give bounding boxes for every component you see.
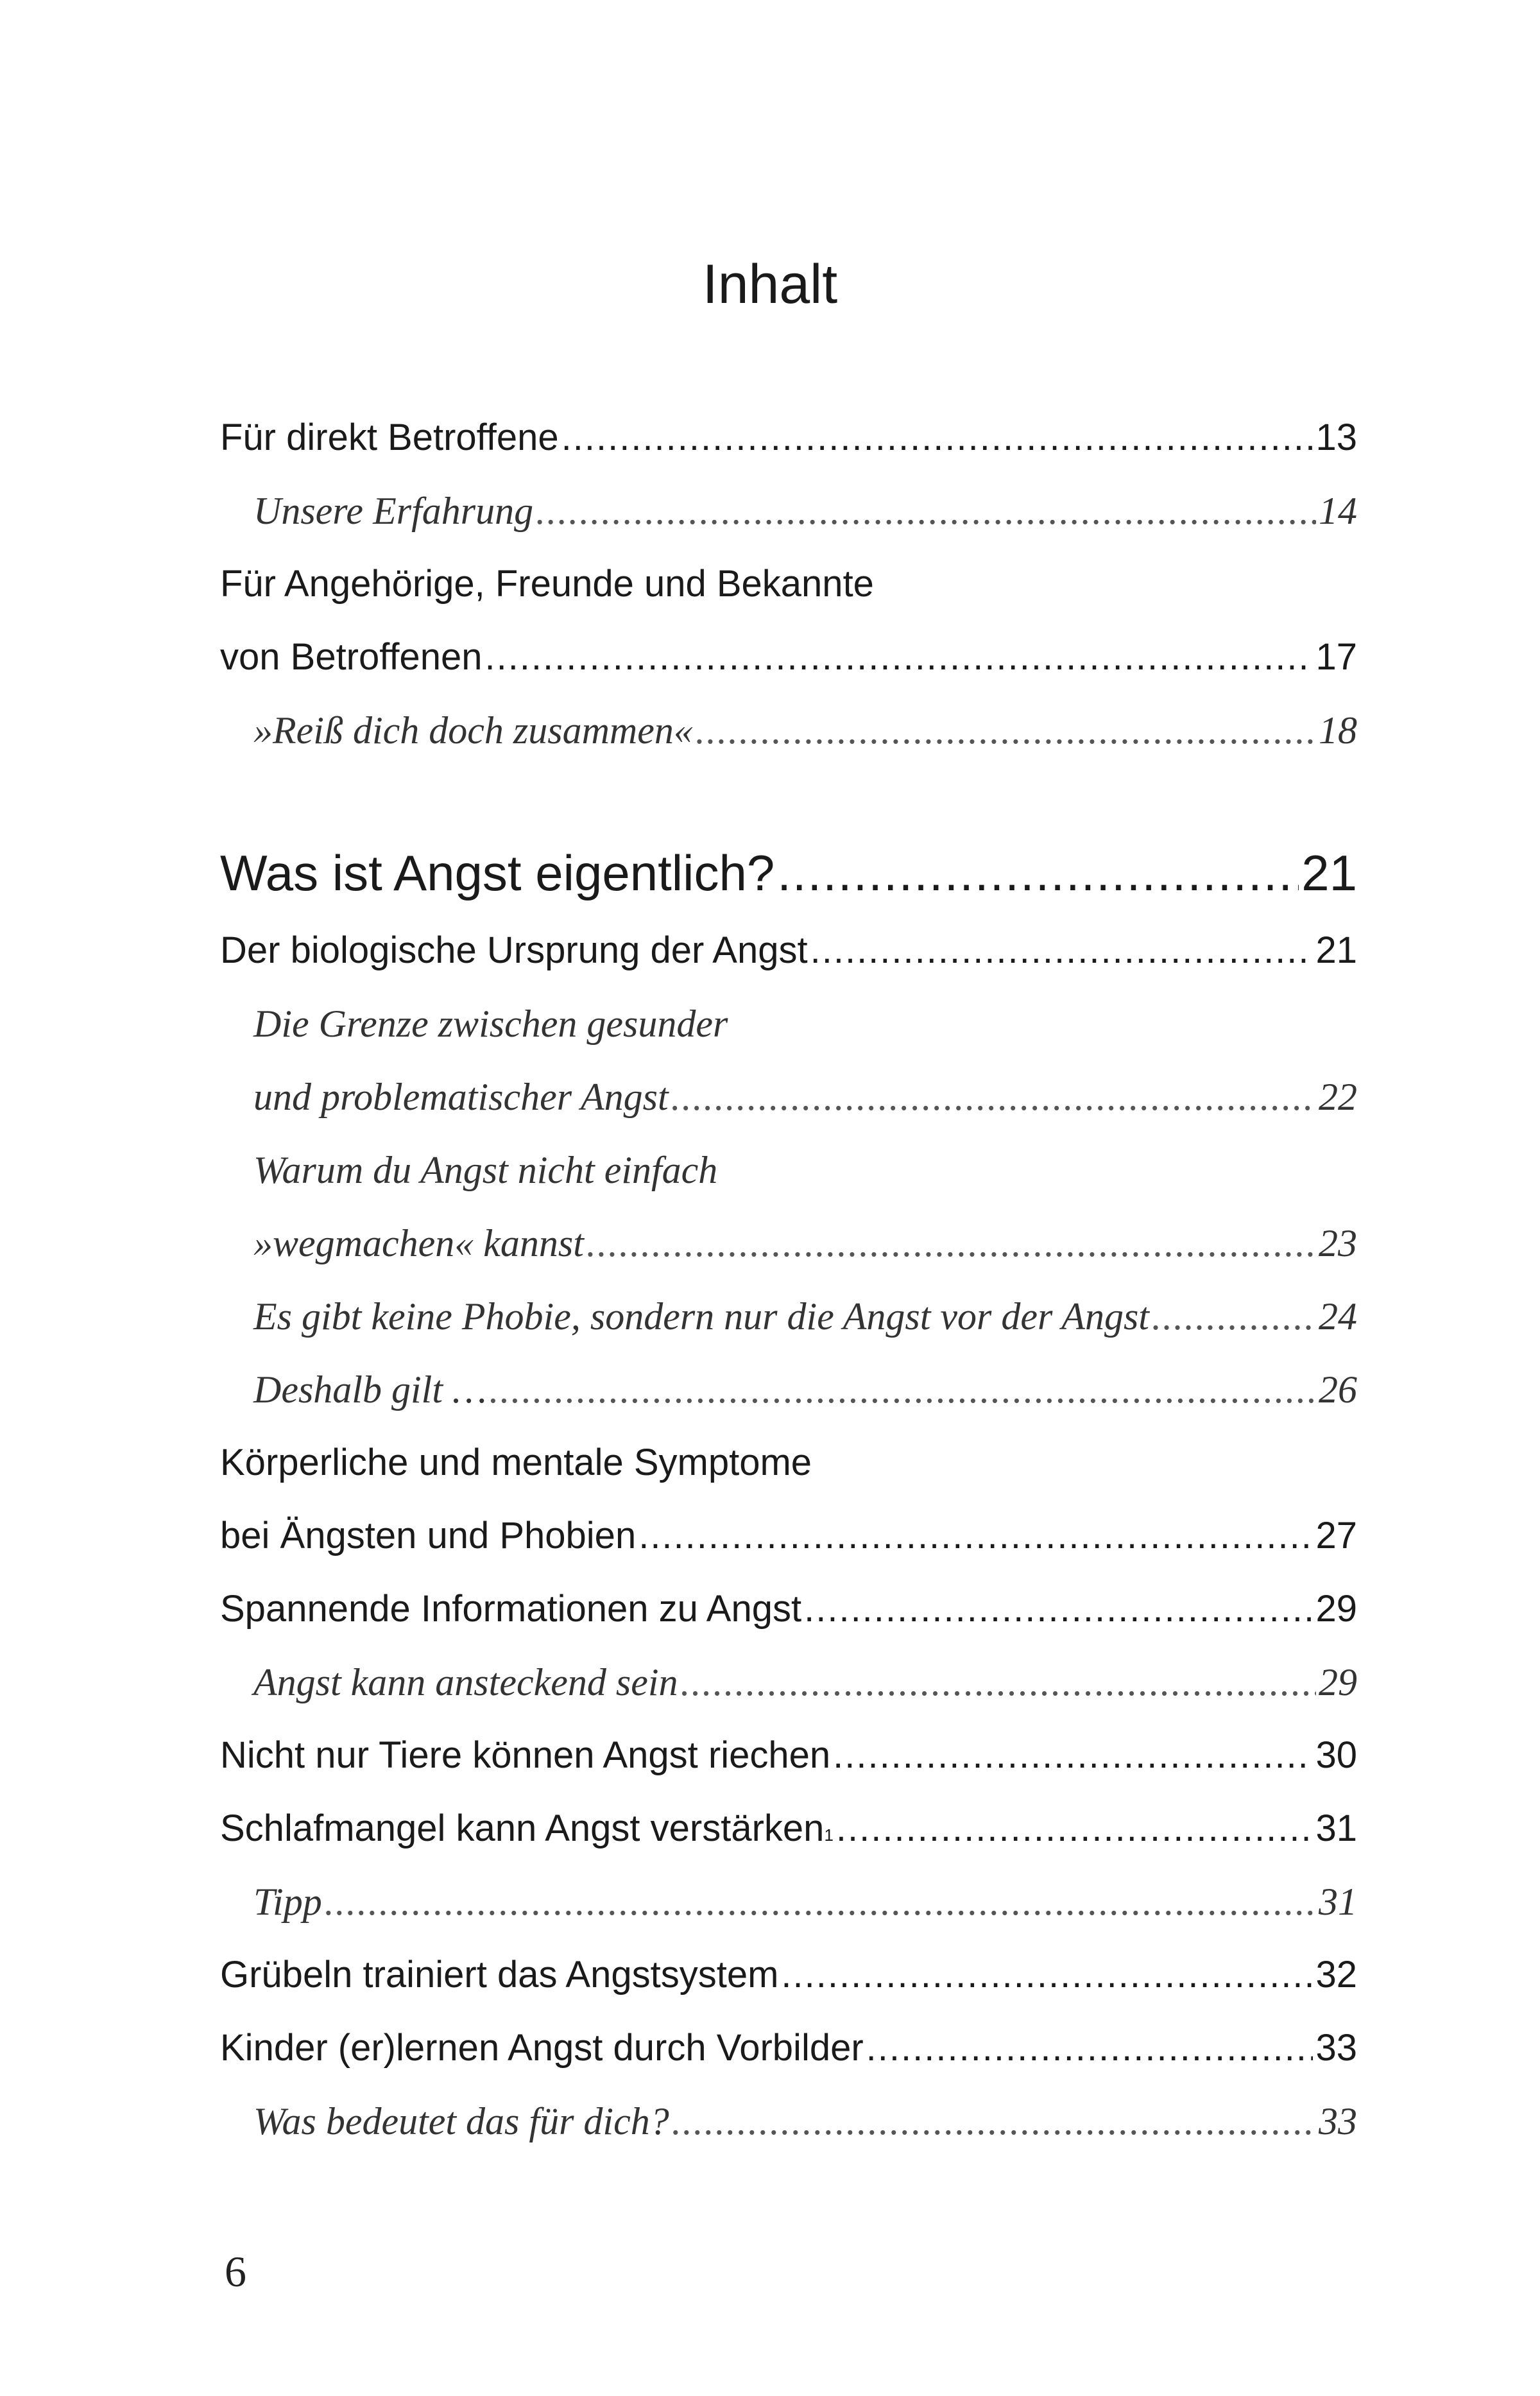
toc-entry-page: 21 [1315, 929, 1357, 971]
toc-entry-title: Grübeln trainiert das Angstsystem [220, 1954, 779, 1995]
dot-leader [489, 1368, 1316, 1412]
toc-entry[interactable] [220, 1587, 1357, 1630]
toc-entry[interactable] [220, 1514, 1357, 1557]
toc-subentry[interactable] [253, 1075, 1357, 1119]
dot-leader [536, 489, 1316, 533]
toc-entry-title: Was bedeutet das für dich? [253, 2100, 669, 2142]
toc-entry-title: Die Grenze zwischen gesunder [253, 1003, 728, 1045]
toc-entry-page: 18 [1319, 709, 1357, 752]
toc-subentry[interactable] [253, 1002, 1357, 1046]
toc-entry[interactable] [220, 929, 1357, 972]
toc-entry-page: 32 [1315, 1954, 1357, 1995]
dot-leader [866, 2026, 1313, 2069]
toc-entry[interactable] [220, 1441, 1357, 1484]
toc-subentry[interactable] [253, 709, 1357, 753]
toc-entry[interactable] [220, 2026, 1357, 2069]
toc-entry-page: 27 [1315, 1515, 1357, 1556]
toc-entry-page: 26 [1319, 1368, 1357, 1411]
toc-entry-page: 17 [1315, 636, 1357, 678]
toc-entry-title: Unsere Erfahrung [253, 490, 534, 532]
dot-leader [586, 1221, 1316, 1266]
toc-entry-title: Für Angehörige, Freunde und Bekannte [220, 563, 874, 605]
toc-entry-title: und problematischer Angst [253, 1076, 669, 1118]
toc-entry-page: 33 [1319, 2100, 1357, 2142]
page-number: 6 [225, 2247, 246, 2296]
dot-leader [810, 929, 1313, 972]
dot-leader [325, 1880, 1316, 1924]
toc-entry-title: Spannende Informationen zu Angst [220, 1588, 802, 1630]
dot-leader [836, 1807, 1313, 1850]
toc-entry-page: 33 [1315, 2027, 1357, 2069]
toc-entry-title: Der biologische Ursprung der Angst [220, 929, 808, 971]
toc-entry-title: Warum du Angst nicht einfach [253, 1149, 718, 1191]
dot-leader [777, 844, 1299, 902]
toc-entry[interactable] [220, 1734, 1357, 1777]
toc-entry[interactable] [220, 635, 1357, 678]
toc-subentry[interactable] [253, 1368, 1357, 1412]
toc-entry[interactable] [220, 416, 1357, 459]
toc-entry-page: 29 [1319, 1661, 1357, 1703]
toc-entry-title: Für direkt Betroffene [220, 417, 559, 458]
toc-entry[interactable] [220, 1807, 1357, 1850]
dot-leader [484, 635, 1313, 678]
toc-entry-title: Deshalb gilt … [253, 1368, 487, 1411]
dot-leader [681, 1660, 1317, 1705]
dot-leader [804, 1587, 1313, 1630]
toc-entry-title: Nicht nur Tiere können Angst riechen [220, 1734, 831, 1776]
dot-leader [781, 1953, 1313, 1996]
toc-entry-title: von Betroffenen [220, 636, 483, 678]
toc-entry-page: 22 [1319, 1076, 1357, 1118]
page-title: Inhalt [702, 254, 838, 315]
toc-entry-title: Körperliche und mentale Symptome [220, 1442, 812, 1483]
toc-subentry[interactable] [253, 1880, 1357, 1924]
toc-entry-page: 14 [1319, 490, 1357, 532]
toc-entry-page: 31 [1315, 1807, 1357, 1849]
toc-entry-title: bei Ängsten und Phobien [220, 1515, 637, 1556]
dot-leader [638, 1514, 1313, 1557]
toc-subentry[interactable] [253, 489, 1357, 533]
toc-entry-title: Kinder (er)lernen Angst durch Vorbilder [220, 2027, 864, 2069]
toc-entry-title: »Reiß dich doch zusammen« [253, 709, 693, 752]
toc-subentry[interactable] [253, 1295, 1357, 1339]
toc-entry-title: Was ist Angst eigentlich? [220, 845, 775, 901]
toc-entry-page: 13 [1315, 417, 1357, 458]
toc-entry-page: 30 [1315, 1734, 1357, 1776]
toc-entry-page: 24 [1319, 1295, 1357, 1338]
toc-entry-title: »wegmachen« kannst [253, 1222, 584, 1264]
dot-leader [671, 1075, 1316, 1119]
toc-entry-page: 21 [1301, 845, 1357, 901]
toc-subentry[interactable] [253, 1148, 1357, 1193]
footnote-marker: 1 [824, 1825, 834, 1845]
toc-chapter[interactable] [220, 844, 1357, 902]
toc-entry-page: 31 [1319, 1881, 1357, 1923]
dot-leader [833, 1734, 1313, 1777]
toc-entry-title: Angst kann ansteckend sein [253, 1661, 678, 1703]
dot-leader [561, 416, 1313, 459]
toc-entry-page: 29 [1315, 1588, 1357, 1630]
toc-entry[interactable] [220, 1953, 1357, 1996]
toc-entry[interactable] [220, 562, 1357, 605]
toc-entry-page: 23 [1319, 1222, 1357, 1264]
toc-entry-title: Es gibt keine Phobie, sondern nur die Angst vor der Angst [253, 1295, 1149, 1338]
toc-entry-title: Schlafmangel kann Angst verstärken [220, 1807, 825, 1849]
toc-subentry[interactable] [253, 2099, 1357, 2144]
toc-entry-title: Tipp [253, 1881, 322, 1923]
toc-subentry[interactable] [253, 1221, 1357, 1266]
dot-leader [1152, 1295, 1316, 1339]
dot-leader [672, 2099, 1316, 2144]
dot-leader [696, 709, 1316, 753]
toc-subentry[interactable] [253, 1660, 1357, 1705]
